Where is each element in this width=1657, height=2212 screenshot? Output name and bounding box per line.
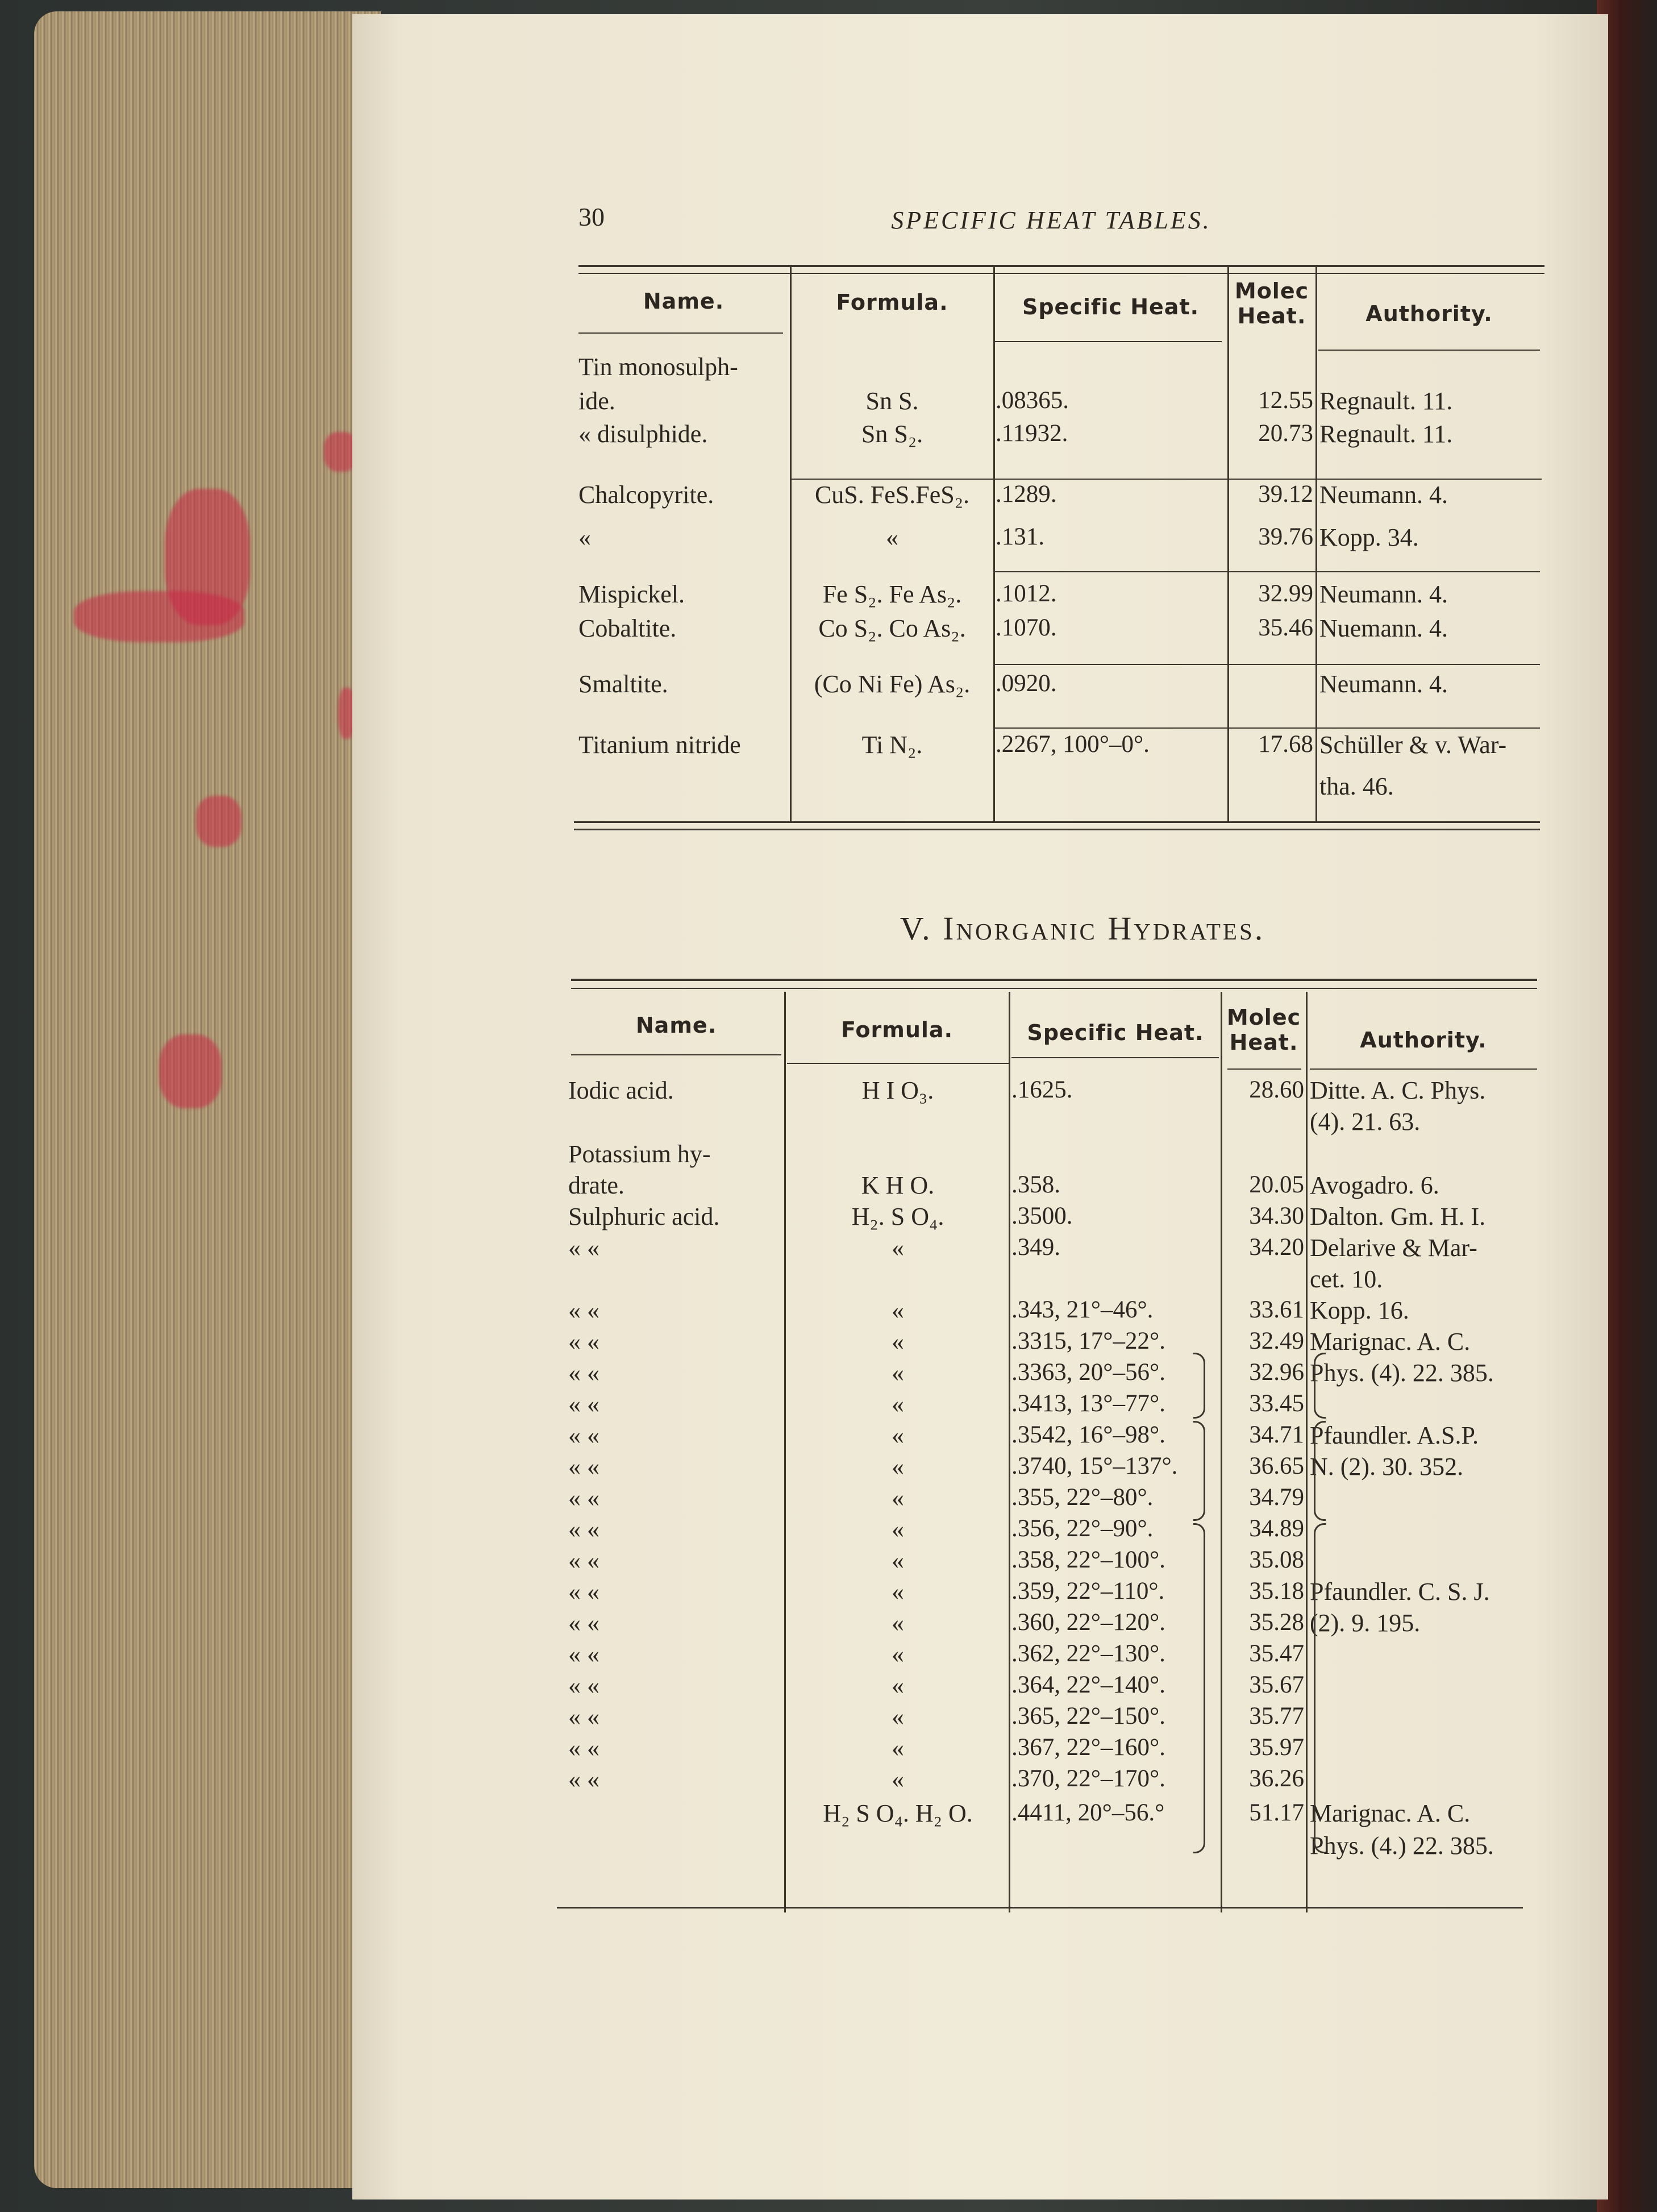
molec-heat-cell: 39.12 [1258, 481, 1313, 508]
formula-cell: (Co Ni Fe) As₂. [814, 670, 971, 698]
table2-header-specific-heat: Specific Heat. [1027, 1020, 1204, 1045]
formula-cell: « [892, 1390, 904, 1418]
table1-col-divider [1315, 267, 1317, 821]
table2-header-underline [571, 1054, 781, 1055]
specific-heat-cell: .358, 22°–100°. [1011, 1546, 1165, 1573]
specific-heat-cell: .131. [996, 523, 1044, 550]
formula-cell: H₂ S O₄. H₂ O. [823, 1799, 973, 1827]
table1-group-rule [994, 664, 1540, 665]
molec-heat-cell: 34.79 [1249, 1484, 1304, 1511]
formula-cell: CuS. FeS.FeS₂. [814, 481, 970, 509]
molec-heat-cell: 34.20 [1249, 1234, 1304, 1261]
specific-heat-cell: .355, 22°–80°. [1011, 1484, 1154, 1511]
formula-cell: « [892, 1609, 904, 1637]
formula-cell: « [892, 1421, 904, 1449]
name-cell: « « [568, 1421, 599, 1449]
molec-heat-cell: 34.71 [1249, 1421, 1304, 1448]
molec-heat-cell: 33.61 [1249, 1296, 1304, 1323]
table2-header-underline [787, 1063, 1009, 1064]
specific-heat-cell: .356, 22°–90°. [1011, 1515, 1154, 1542]
authority-cell: Ditte. A. C. Phys. [1310, 1076, 1486, 1104]
table1-header-underline [578, 332, 783, 334]
authority-cell: Avogadro. 6. [1310, 1171, 1439, 1199]
name-cell: « « [568, 1390, 599, 1418]
specific-heat-cell: .3413, 13°–77°. [1011, 1390, 1165, 1417]
name-cell: Smaltite. [578, 670, 668, 698]
name-cell: drate. [568, 1171, 625, 1199]
specific-heat-cell: .3363, 20°–56°. [1011, 1359, 1165, 1386]
molec-label: Molec [1226, 1005, 1301, 1030]
section-title: V. Inorganic Hydrates. [900, 910, 1265, 947]
authority-cell: Phys. (4). 22. 385. [1310, 1359, 1494, 1387]
specific-heat-cell: .349. [1011, 1234, 1060, 1261]
specific-heat-cell: .1625. [1011, 1076, 1073, 1103]
name-cell: Tin monosulph- [578, 353, 738, 381]
table2-top-rule-2 [571, 988, 1537, 989]
brace [1193, 1353, 1205, 1419]
molec-heat-cell: 35.67 [1249, 1672, 1304, 1698]
molec-heat-cell: 32.96 [1249, 1359, 1304, 1386]
table1-group-rule [994, 571, 1540, 572]
heat-label: Heat. [1229, 1030, 1298, 1055]
name-cell: « « [568, 1640, 599, 1668]
name-cell: « « [568, 1296, 599, 1324]
formula-cell: « [892, 1359, 904, 1387]
authority-cell: Marignac. A. C. [1310, 1799, 1471, 1827]
authority-cell: Kopp. 34. [1319, 523, 1419, 551]
molec-heat-cell: 35.46 [1258, 614, 1313, 641]
formula-cell: Sn S₂. [861, 420, 923, 448]
authority-cell: Marignac. A. C. [1310, 1328, 1471, 1356]
name-cell: Sulphuric acid. [568, 1203, 720, 1230]
specific-heat-cell: .1070. [996, 614, 1057, 641]
molec-heat-cell: 28.60 [1249, 1076, 1304, 1103]
table1-header-authority: Authority. [1365, 301, 1493, 326]
table1-top-rule [578, 265, 1544, 267]
specific-heat-cell: .1289. [996, 481, 1057, 508]
name-cell: « « [568, 1515, 599, 1543]
specific-heat-cell: .11932. [996, 420, 1068, 447]
name-cell: « « [568, 1765, 599, 1793]
formula-cell: Co S₂. Co As₂. [818, 614, 966, 642]
table1-group-rule [792, 479, 1542, 480]
authority-cell: Delarive & Mar- [1310, 1234, 1477, 1262]
molec-heat-cell: 12.55 [1258, 387, 1313, 414]
formula-cell: « [892, 1640, 904, 1668]
name-cell: « disulphide. [578, 420, 708, 448]
molec-heat-cell: 35.77 [1249, 1703, 1304, 1729]
specific-heat-cell: .358. [1011, 1171, 1060, 1198]
name-cell: « « [568, 1578, 599, 1606]
specific-heat-cell: .2267, 100°–0°. [996, 731, 1150, 758]
table2-header-formula: Formula. [840, 1017, 954, 1042]
red-stain [196, 796, 242, 847]
specific-heat-cell: .370, 22°–170°. [1011, 1765, 1165, 1792]
molec-heat-cell: 34.89 [1249, 1515, 1304, 1542]
authority-cell: cet. 10. [1310, 1265, 1383, 1293]
table2-header-underline [1227, 1068, 1301, 1070]
brace [1314, 1421, 1326, 1521]
table1-col-divider [993, 267, 995, 821]
formula-cell: « [892, 1296, 904, 1324]
specific-heat-cell: .362, 22°–130°. [1011, 1640, 1165, 1667]
name-cell: Potassium hy- [568, 1140, 711, 1168]
specific-heat-cell: .367, 22°–160°. [1011, 1734, 1165, 1761]
red-stain [159, 1034, 222, 1108]
table2-col-divider [784, 992, 786, 1912]
heat-label: Heat. [1237, 303, 1306, 329]
table1-top-rule-2 [578, 273, 1544, 274]
name-cell: ide. [578, 387, 615, 415]
molec-heat-cell: 32.49 [1249, 1328, 1304, 1354]
name-cell: Titanium nitride [578, 731, 741, 759]
name-cell: Chalcopyrite. [578, 481, 714, 509]
formula-cell: H I O₃. [861, 1076, 934, 1104]
authority-cell: Kopp. 16. [1310, 1296, 1409, 1324]
formula-cell: « [892, 1515, 904, 1543]
authority-cell: tha. 46. [1319, 772, 1394, 800]
authority-cell: N. (2). 30. 352. [1310, 1453, 1464, 1481]
formula-cell: « [886, 523, 898, 551]
name-cell: « « [568, 1609, 599, 1637]
formula-cell: « [892, 1484, 904, 1512]
authority-cell: Neumann. 4. [1319, 670, 1448, 698]
molec-heat-cell: 35.28 [1249, 1609, 1304, 1636]
table1-header-molec-heat [1229, 278, 1314, 329]
authority-cell: (4). 21. 63. [1310, 1108, 1421, 1136]
specific-heat-cell: .3740, 15°–137°. [1011, 1453, 1178, 1479]
name-cell: Iodic acid. [568, 1076, 674, 1104]
brace [1193, 1523, 1205, 1853]
molec-heat-cell: 36.26 [1249, 1765, 1304, 1792]
table2-top-rule [571, 979, 1537, 981]
specific-heat-cell: .08365. [996, 387, 1069, 414]
authority-cell: Regnault. 11. [1319, 387, 1453, 415]
table1-bottom-rule [574, 821, 1540, 823]
formula-cell: Sn S. [865, 387, 919, 415]
molec-heat-cell: 51.17 [1249, 1799, 1304, 1826]
name-cell: Cobaltite. [578, 614, 677, 642]
table2-header-authority: Authority. [1360, 1028, 1487, 1053]
specific-heat-cell: .343, 21°–46°. [1011, 1296, 1154, 1323]
molec-heat-cell: 32.99 [1258, 580, 1313, 607]
brace [1314, 1353, 1326, 1419]
authority-cell: Regnault. 11. [1319, 420, 1453, 448]
brace [1193, 1421, 1205, 1521]
table2-col-divider [1306, 992, 1308, 1912]
red-stain [74, 591, 244, 642]
brace [1314, 1523, 1326, 1853]
table1-bottom-rule-2 [574, 829, 1540, 830]
formula-cell: K H O. [861, 1171, 935, 1199]
molec-heat-cell: 39.76 [1258, 523, 1313, 550]
authority-cell: (2). 9. 195. [1310, 1609, 1421, 1637]
formula-cell: « [892, 1578, 904, 1606]
page-number: 30 [578, 202, 605, 231]
molec-heat-cell: 36.65 [1249, 1453, 1304, 1479]
specific-heat-cell: .3500. [1011, 1203, 1073, 1229]
authority-cell: Pfaundler. C. S. J. [1310, 1578, 1490, 1606]
name-cell: « « [568, 1453, 599, 1481]
name-cell: « « [568, 1672, 599, 1699]
authority-cell: Schüller & v. War- [1319, 731, 1507, 759]
authority-cell: Dalton. Gm. H. I. [1310, 1203, 1486, 1230]
molec-heat-cell: 34.30 [1249, 1203, 1304, 1229]
name-cell: « « [568, 1546, 599, 1574]
specific-heat-cell: .360, 22°–120°. [1011, 1609, 1165, 1636]
authority-cell: Phys. (4.) 22. 385. [1310, 1832, 1494, 1860]
specific-heat-cell: .0920. [996, 670, 1057, 697]
molec-label: Molec [1234, 278, 1309, 303]
molec-heat-cell: 20.05 [1249, 1171, 1304, 1198]
table2-header-underline [1310, 1068, 1537, 1070]
formula-cell: « [892, 1328, 904, 1356]
molec-heat-cell: 35.18 [1249, 1578, 1304, 1604]
formula-cell: « [892, 1234, 904, 1262]
authority-cell: Nuemann. 4. [1319, 614, 1448, 642]
table2-header-name: Name. [635, 1013, 717, 1038]
authority-cell: Neumann. 4. [1319, 481, 1448, 509]
formula-cell: « [892, 1765, 904, 1793]
name-cell: Mispickel. [578, 580, 685, 608]
specific-heat-cell: .359, 22°–110°. [1011, 1578, 1165, 1604]
formula-cell: « [892, 1734, 904, 1762]
formula-cell: « [892, 1672, 904, 1699]
molec-heat-cell: 17.68 [1258, 731, 1313, 758]
table1-header-specific-heat: Specific Heat. [1022, 294, 1200, 319]
formula-cell: « [892, 1703, 904, 1731]
specific-heat-cell: .365, 22°–150°. [1011, 1703, 1165, 1729]
specific-heat-cell: .4411, 20°–56.° [1011, 1799, 1165, 1826]
name-cell: « [578, 523, 591, 551]
table2-col-divider [1009, 992, 1010, 1912]
table1-col-divider [790, 267, 792, 821]
table1-header-name: Name. [643, 289, 725, 314]
name-cell: « « [568, 1734, 599, 1762]
running-head: SPECIFIC HEAT TABLES. [891, 206, 1211, 234]
name-cell: « « [568, 1359, 599, 1387]
authority-cell: Neumann. 4. [1319, 580, 1448, 608]
specific-heat-cell: .3315, 17°–22°. [1011, 1328, 1165, 1354]
molec-heat-cell: 35.97 [1249, 1734, 1304, 1761]
specific-heat-cell: .1012. [996, 580, 1057, 607]
molec-heat-cell: 35.47 [1249, 1640, 1304, 1667]
molec-heat-cell: 33.45 [1249, 1390, 1304, 1417]
name-cell: « « [568, 1234, 599, 1262]
authority-cell: Pfaundler. A.S.P. [1310, 1421, 1479, 1449]
table1-header-underline [994, 341, 1222, 342]
molec-heat-cell: 20.73 [1258, 420, 1313, 447]
table1-header-underline [1318, 350, 1540, 351]
formula-cell: « [892, 1546, 904, 1574]
table2-bottom-rule [557, 1907, 1523, 1909]
formula-cell: H₂. S O₄. [851, 1203, 944, 1230]
table2-header-molec-heat [1222, 1005, 1306, 1055]
formula-cell: Ti N₂. [861, 731, 923, 759]
table1-group-rule [994, 727, 1540, 729]
formula-cell: Fe S₂. Fe As₂. [822, 580, 962, 608]
specific-heat-cell: .3542, 16°–98°. [1011, 1421, 1165, 1448]
formula-cell: « [892, 1453, 904, 1481]
table1-header-formula: Formula. [836, 290, 948, 315]
name-cell: « « [568, 1328, 599, 1356]
table2-header-underline [1011, 1057, 1219, 1058]
name-cell: « « [568, 1484, 599, 1512]
name-cell: « « [568, 1703, 599, 1731]
molec-heat-cell: 35.08 [1249, 1546, 1304, 1573]
specific-heat-cell: .364, 22°–140°. [1011, 1672, 1165, 1698]
